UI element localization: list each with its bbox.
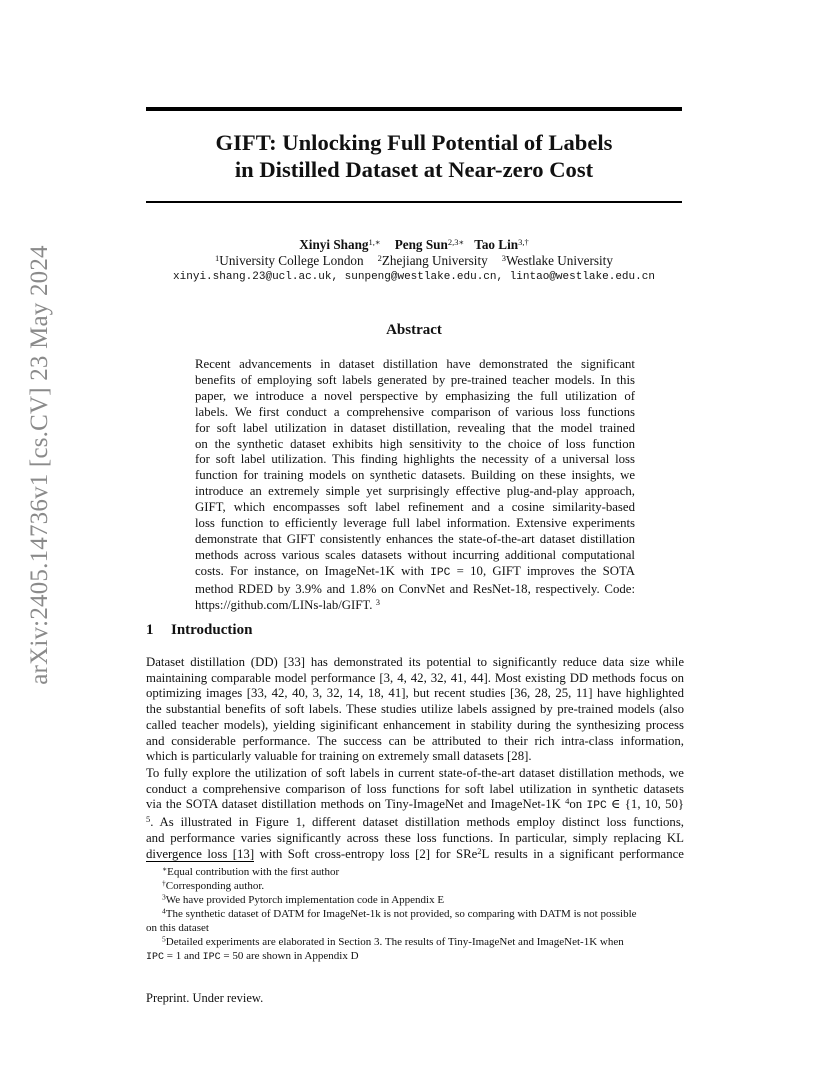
abstract-line: for soft label utilization in dataset distillation, revealing that the model trained [195, 420, 635, 435]
paragraph-line: and performance varies significantly across these loss functions. In particular, simply replacing KL [146, 830, 684, 845]
author-3-sup: 3,† [518, 237, 529, 247]
footnote-1 [146, 865, 684, 879]
intro-paragraph-1 [146, 655, 684, 765]
ipc-code: IPC [146, 952, 165, 963]
aff-2: Zhejiang University [381, 253, 488, 268]
paragraph-line [146, 797, 684, 815]
aff-2-sup: 2 [377, 253, 382, 263]
paragraph-line: the substantial benefits of soft labels. These studies utilize labels assigned by pre-trained models (also [146, 702, 684, 717]
abstract-heading: Abstract [386, 322, 442, 338]
intro-paragraph-2 [146, 766, 684, 862]
abstract-line: GIFT, which encompasses soft label refinement and a cosine similarity-based [195, 500, 635, 515]
author-block [146, 237, 682, 285]
footnote-4 [146, 907, 684, 921]
footnote-mark: 5 [162, 934, 166, 944]
footnote-text: The synthetic dataset of DATM for ImageNet-1k is not provided, so comparing with DATM is not possible [165, 908, 637, 920]
footnotes [146, 865, 684, 965]
title-top-rule [146, 107, 682, 111]
abstract-line: method RDED by 3.9% and 1.8% on ConvNet and ResNet-18, respectively. Code: [195, 581, 635, 596]
footnote-3 [146, 893, 684, 907]
paragraph-line: Dataset distillation (DD) [33] has demonstrated its potential to significantly reduce data size while [146, 655, 684, 669]
abstract-line: for soft label utilization. This finding highlights the necessity of a universal loss [195, 452, 635, 467]
footnote-text: = 50 are shown in Appendix D [220, 950, 359, 962]
code-link[interactable]: https://github.com/LINs-lab/GIFT. [195, 597, 373, 612]
author-1-sup: 1,∗ [368, 237, 381, 247]
abstract-body [195, 357, 635, 614]
paragraph-line: conduct a comprehensive comparison of loss functions for soft label utilization in synthetic datasets [146, 781, 684, 796]
footnote-text: Equal contribution with the first author [167, 866, 340, 878]
section-number: 1 [146, 622, 154, 638]
paragraph-text: . As illustrated in Figure 1, different dataset distillation methods employ distinct loss functions, [150, 815, 684, 830]
footnote-mark: 3 [162, 892, 166, 902]
footnote-ref[interactable]: 3 [375, 596, 380, 607]
aff-3: Westlake University [505, 253, 613, 268]
author-emails: xinyi.shang.23@ucl.ac.uk, sunpeng@westlake.edu.cn, lintao@westlake.edu.cn [173, 271, 655, 283]
footnote-text: = 1 and [164, 950, 203, 962]
footnote-2 [146, 879, 684, 893]
author-names [146, 237, 682, 253]
paragraph-text: via the SOTA dataset distillation methods on Tiny-ImageNet and ImageNet-1K [146, 797, 566, 812]
footnote-text: We have provided Pytorch implementation code in Appendix E [165, 894, 445, 906]
arxiv-sidebar-stamp: arXiv:2405.14736v1 [cs.CV] 23 May 2024 [26, 245, 53, 685]
abstract-line: demonstrate that GIFT consistently enhances the state-of-the-art dataset distillation [195, 531, 635, 546]
footnote-5-cont [146, 949, 684, 965]
paragraph-line [146, 815, 684, 831]
abstract-text: costs. For instance, on ImageNet-1K with [195, 563, 431, 578]
ipc-code: IPC [586, 800, 607, 813]
abstract-line [195, 598, 635, 614]
section-title: Introduction [171, 622, 253, 638]
abstract-line [195, 564, 635, 582]
footnote-5 [146, 935, 684, 949]
paragraph-text: on [569, 797, 587, 812]
abstract-line: Recent advancements in dataset distillation have demonstrated the significant [195, 357, 635, 371]
abstract-line: introduce an extremely simple yet surprisingly effective plug-and-play approach, [195, 484, 635, 499]
paragraph-line: maintaining comparable model performance [3, 4, 42, 32, 41, 44]. Most existing DD methods focus on [146, 670, 684, 685]
paper-title-line-1: GIFT: Unlocking Full Potential of Labels [215, 130, 613, 155]
ipc-code: IPC [430, 566, 451, 579]
abstract-line: function for training models on synthetic datasets. Building on these insights, we [195, 468, 635, 483]
title-bottom-rule [146, 201, 682, 203]
paragraph-line: and considerable performance. The success can be attributed to their rich intra-class information, [146, 733, 684, 748]
paragraph-text: ∈ {1, 10, 50} [606, 797, 685, 812]
author-2-name: Peng Sun [394, 237, 448, 252]
footnote-mark: 4 [162, 906, 166, 916]
footnote-mark: † [162, 878, 166, 888]
paper-title [146, 130, 682, 183]
paragraph-line: called teacher models), yielding siginificant enhancement in stability during the synthesizing process [146, 717, 684, 732]
abstract-line: benefits of employing soft labels generated by pre-trained teacher models. In this [195, 372, 635, 387]
author-2-sup: 2,3∗ [447, 237, 465, 247]
preprint-notice: Preprint. Under review. [146, 991, 264, 1005]
aff-1-sup: 1 [215, 253, 220, 263]
paper-title-line-2: in Distilled Dataset at Near-zero Cost [234, 156, 594, 182]
footnote-4-cont: on this dataset [146, 922, 209, 934]
paragraph-line: optimizing images [33, 42, 40, 3, 32, 14, 18, 41], but recent studies [36, 28, 25, 11] have highlighted [146, 686, 684, 701]
superscript: 2 [477, 845, 482, 856]
abstract-line: labels. We first conduct a comprehensive comparison of various loss functions [195, 404, 635, 419]
abstract-line: methods across various scales datasets without incurring additional computational [195, 547, 635, 562]
aff-1: University College London [219, 253, 364, 268]
paragraph-line [146, 847, 684, 863]
affiliations [146, 253, 682, 269]
aff-3-sup: 3 [501, 253, 506, 263]
section-heading [146, 622, 252, 639]
footnote-text: Corresponding author. [165, 880, 265, 892]
footnote-rule [146, 861, 254, 862]
paragraph-text: L results in a significant performance [481, 846, 684, 861]
paragraph-text: divergence loss [13] with Soft cross-entropy loss [2] for SRe [146, 846, 478, 861]
footnote-ref[interactable]: 4 [565, 796, 570, 807]
author-1-name: Xinyi Shang [299, 237, 369, 252]
footnote-ref[interactable]: 5 [146, 814, 151, 825]
ipc-code: IPC [202, 952, 221, 963]
footnote-mark: ∗ [162, 864, 168, 874]
author-3-name: Tao Lin [474, 237, 519, 252]
paragraph-line: To fully explore the utilization of soft labels in current state-of-the-art dataset distillation methods, we [146, 766, 684, 780]
abstract-line: loss function to efficiently leverage full label information. Extensive experiments [195, 516, 635, 531]
abstract-line: paper, we introduce a novel perspective by emphasizing the full utilization of [195, 388, 635, 403]
abstract-line: on the synthetic dataset exhibits high sensitivity to the choice of loss function [195, 436, 635, 451]
abstract-text: = 10, GIFT improves the SOTA [450, 563, 635, 578]
footnote-text: Detailed experiments are elaborated in Section 3. The results of Tiny-ImageNet and ImageNet-1K when [165, 936, 624, 948]
paragraph-line: which is particularly valuable for training on extremely small datasets [28]. [146, 749, 532, 764]
